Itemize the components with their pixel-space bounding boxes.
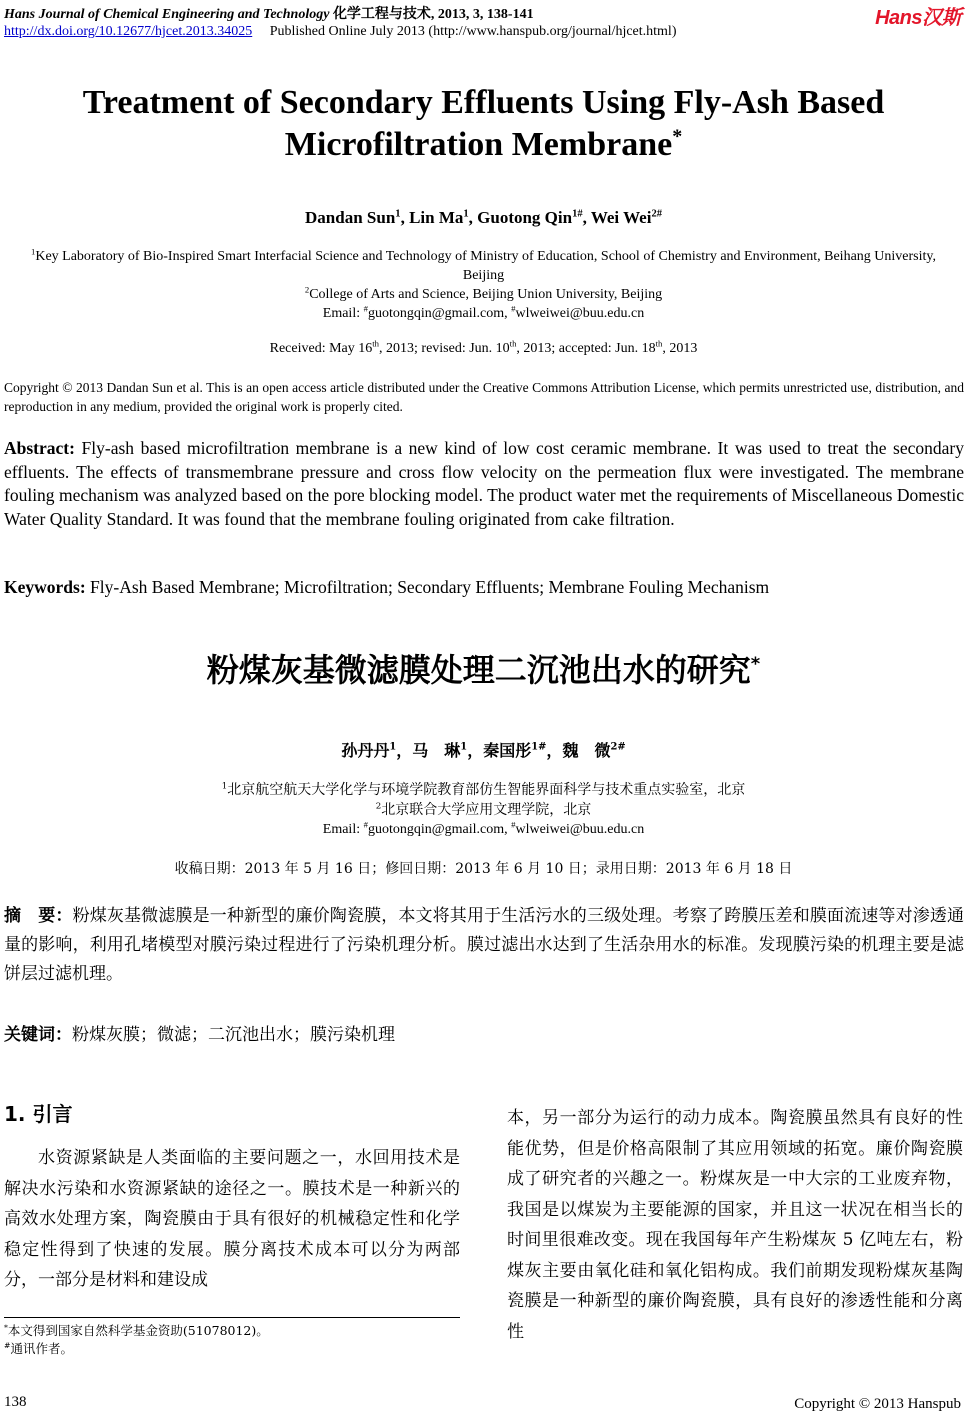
affiliation-1: $^1$Key Laboratory of Bio-Inspired Smart Interfacial Science and Technology of Ministry of Education, School of Chemistry and Environment, Beihang University, Beijing	[31, 246, 936, 283]
body-column-right	[507, 1103, 963, 1347]
affiliation-cn-1: $^1$北京航空航天大学化学与环境学院教育部仿生智能界面科学与技术重点实验室，北京	[221, 781, 746, 798]
affiliations	[20, 247, 947, 323]
journal-name: Hans Journal of Chemical Engineering and Technology	[4, 7, 330, 22]
author-list-cn: 孙丹丹$^1$，马 琳$^1$，秦国彤$^{1\#}$，魏 微$^{2\#}$	[341, 741, 626, 760]
published-online: Published Online July 2013 (http://www.hanspub.org/journal/hjcet.html)	[269, 24, 677, 39]
footnote-corresponding: #通讯作者。	[4, 1340, 74, 1356]
footnotes	[4, 1322, 269, 1358]
paper-title	[0, 82, 967, 166]
footer-copyright: Copyright © 2013 Hanspub	[794, 1396, 961, 1412]
journal-header	[4, 3, 534, 23]
author: Wei Wei	[590, 208, 652, 227]
affiliations-cn	[0, 780, 967, 840]
abstract-en	[4, 437, 964, 531]
keywords-label: Keywords:	[4, 577, 86, 597]
footnote-funding: *本文得到国家自然科学基金资助(51078012)。	[4, 1322, 269, 1338]
doi-link[interactable]: http://dx.doi.org/10.12677/hjcet.2013.34025	[4, 24, 253, 39]
keywords-cn	[4, 1020, 964, 1045]
keywords-cn-label: 关键词：	[4, 1025, 72, 1045]
publication-line	[4, 24, 676, 40]
copyright-notice: Copyright © 2013 Dandan Sun et al. This is an open access article distributed under the Creative Commons Attribution License, which permits unrestricted use, distribution, and reproduction in any medium, provided the original work is properly cited.	[4, 380, 964, 414]
footnote-rule	[4, 1317, 460, 1318]
email-line-cn: Email: #guotongqin@gmail.com, #wlweiwei@buu.edu.cn	[322, 819, 645, 837]
paper-title-cn: 粉煤灰基微滤膜处理二沉池出水的研究*	[206, 651, 761, 689]
journal-volume: 化学工程与技术, 2013, 3, 138-141	[332, 7, 534, 22]
abstract-text: Fly-ash based microfiltration membrane is a new kind of low cost ceramic membrane. It was used to treat the secondary effluents. The effects of transmembrane pressure and cross flow velocity on the permeation flux were investigated. The membrane fouling mechanism was analyzed based on the pore blocking model. The product water met the requirements of Miscellaneous Domestic Water Quality Standard. It was found that the membrane fouling originated from cake filtration.	[4, 438, 965, 529]
affiliation-2: $^2$College of Arts and Science, Beijing Union University, Beijing	[304, 284, 663, 302]
keywords-text: Fly-Ash Based Membrane; Microfiltration; Secondary Effluents; Membrane Fouling Mechanism	[90, 577, 770, 597]
abstract-label: Abstract:	[4, 438, 75, 458]
page-number: 138	[4, 1394, 27, 1410]
abstract-cn-label: 摘 要：	[4, 906, 73, 926]
paragraph: 本，另一部分为运行的动力成本。陶瓷膜虽然具有良好的性能优势，但是价格高限制了其应用领域的拓宽。廉价陶瓷膜成了研究者的兴趣之一。粉煤灰是一中大宗的工业废弃物，我国是以煤炭为主要能源的国家，并且这一状况在相当长的时间里很难改变。现在我国每年产生粉煤灰 5 亿吨左右，粉煤灰主要由氧化硅和氧化铝构成。我们前期发现粉煤灰基陶瓷膜是一种新型的廉价陶瓷膜，具有良好的渗透性能和分离性	[507, 1108, 963, 1342]
keywords-en	[4, 577, 964, 598]
abstract-cn-text: 粉煤灰基微滤膜是一种新型的廉价陶瓷膜，本文将其用于生活污水的三级处理。考察了跨膜压差和膜面流速等对渗透通量的影响，利用孔堵模型对膜污染过程进行了污染机理分析。膜过滤出水达到了生活杂用水的标准。发现膜污染的机理主要是滤饼层过滤机理。	[4, 906, 965, 984]
abstract-cn	[4, 902, 964, 989]
author-list: Dandan Sun$^1$, Lin Ma$^1$, Guotong Qin$^{1\#}$, Wei Wei$^{2\#}$	[305, 208, 662, 227]
dates-cn: 收稿日期：2013 年 5 月 16 日；修回日期：2013 年 6 月 10 日；录用日期：2013 年 6 月 18 日	[174, 861, 793, 877]
email-line: Email: #guotongqin@gmail.com, #wlweiwei@buu.edu.cn	[322, 303, 645, 321]
author: Guotong Qin	[477, 208, 573, 227]
paragraph: 水资源紧缺是人类面临的主要问题之一，水回用技术是解决水污染和水资源紧缺的途径之一。膜技术是一种新兴的高效水处理方案，陶瓷膜由于具有很好的机械稳定性和化学稳定性得到了快速的发展。膜分离技术成本可以分为两部分，一部分是材料和建设成	[4, 1148, 460, 1290]
title-line-2: Microfiltration Membrane*	[284, 125, 683, 163]
affiliation-cn-2: $^2$北京联合大学应用文理学院，北京	[375, 801, 592, 818]
author: Dandan Sun	[305, 208, 396, 227]
author: Lin Ma	[409, 208, 464, 227]
keywords-cn-text: 粉煤灰膜；微滤；二沉池出水；膜污染机理	[72, 1025, 395, 1045]
body-column-left	[4, 1143, 460, 1296]
title-line-1: Treatment of Secondary Effluents Using Fly-Ash Based	[82, 84, 885, 121]
section-heading: 1. 引言	[4, 1102, 73, 1126]
received-dates: Received: May 16th, 2013; revised: Jun. 10th, 2013; accepted: Jun. 18th, 2013	[269, 338, 698, 356]
hans-logo: Hans汉斯	[875, 7, 961, 29]
